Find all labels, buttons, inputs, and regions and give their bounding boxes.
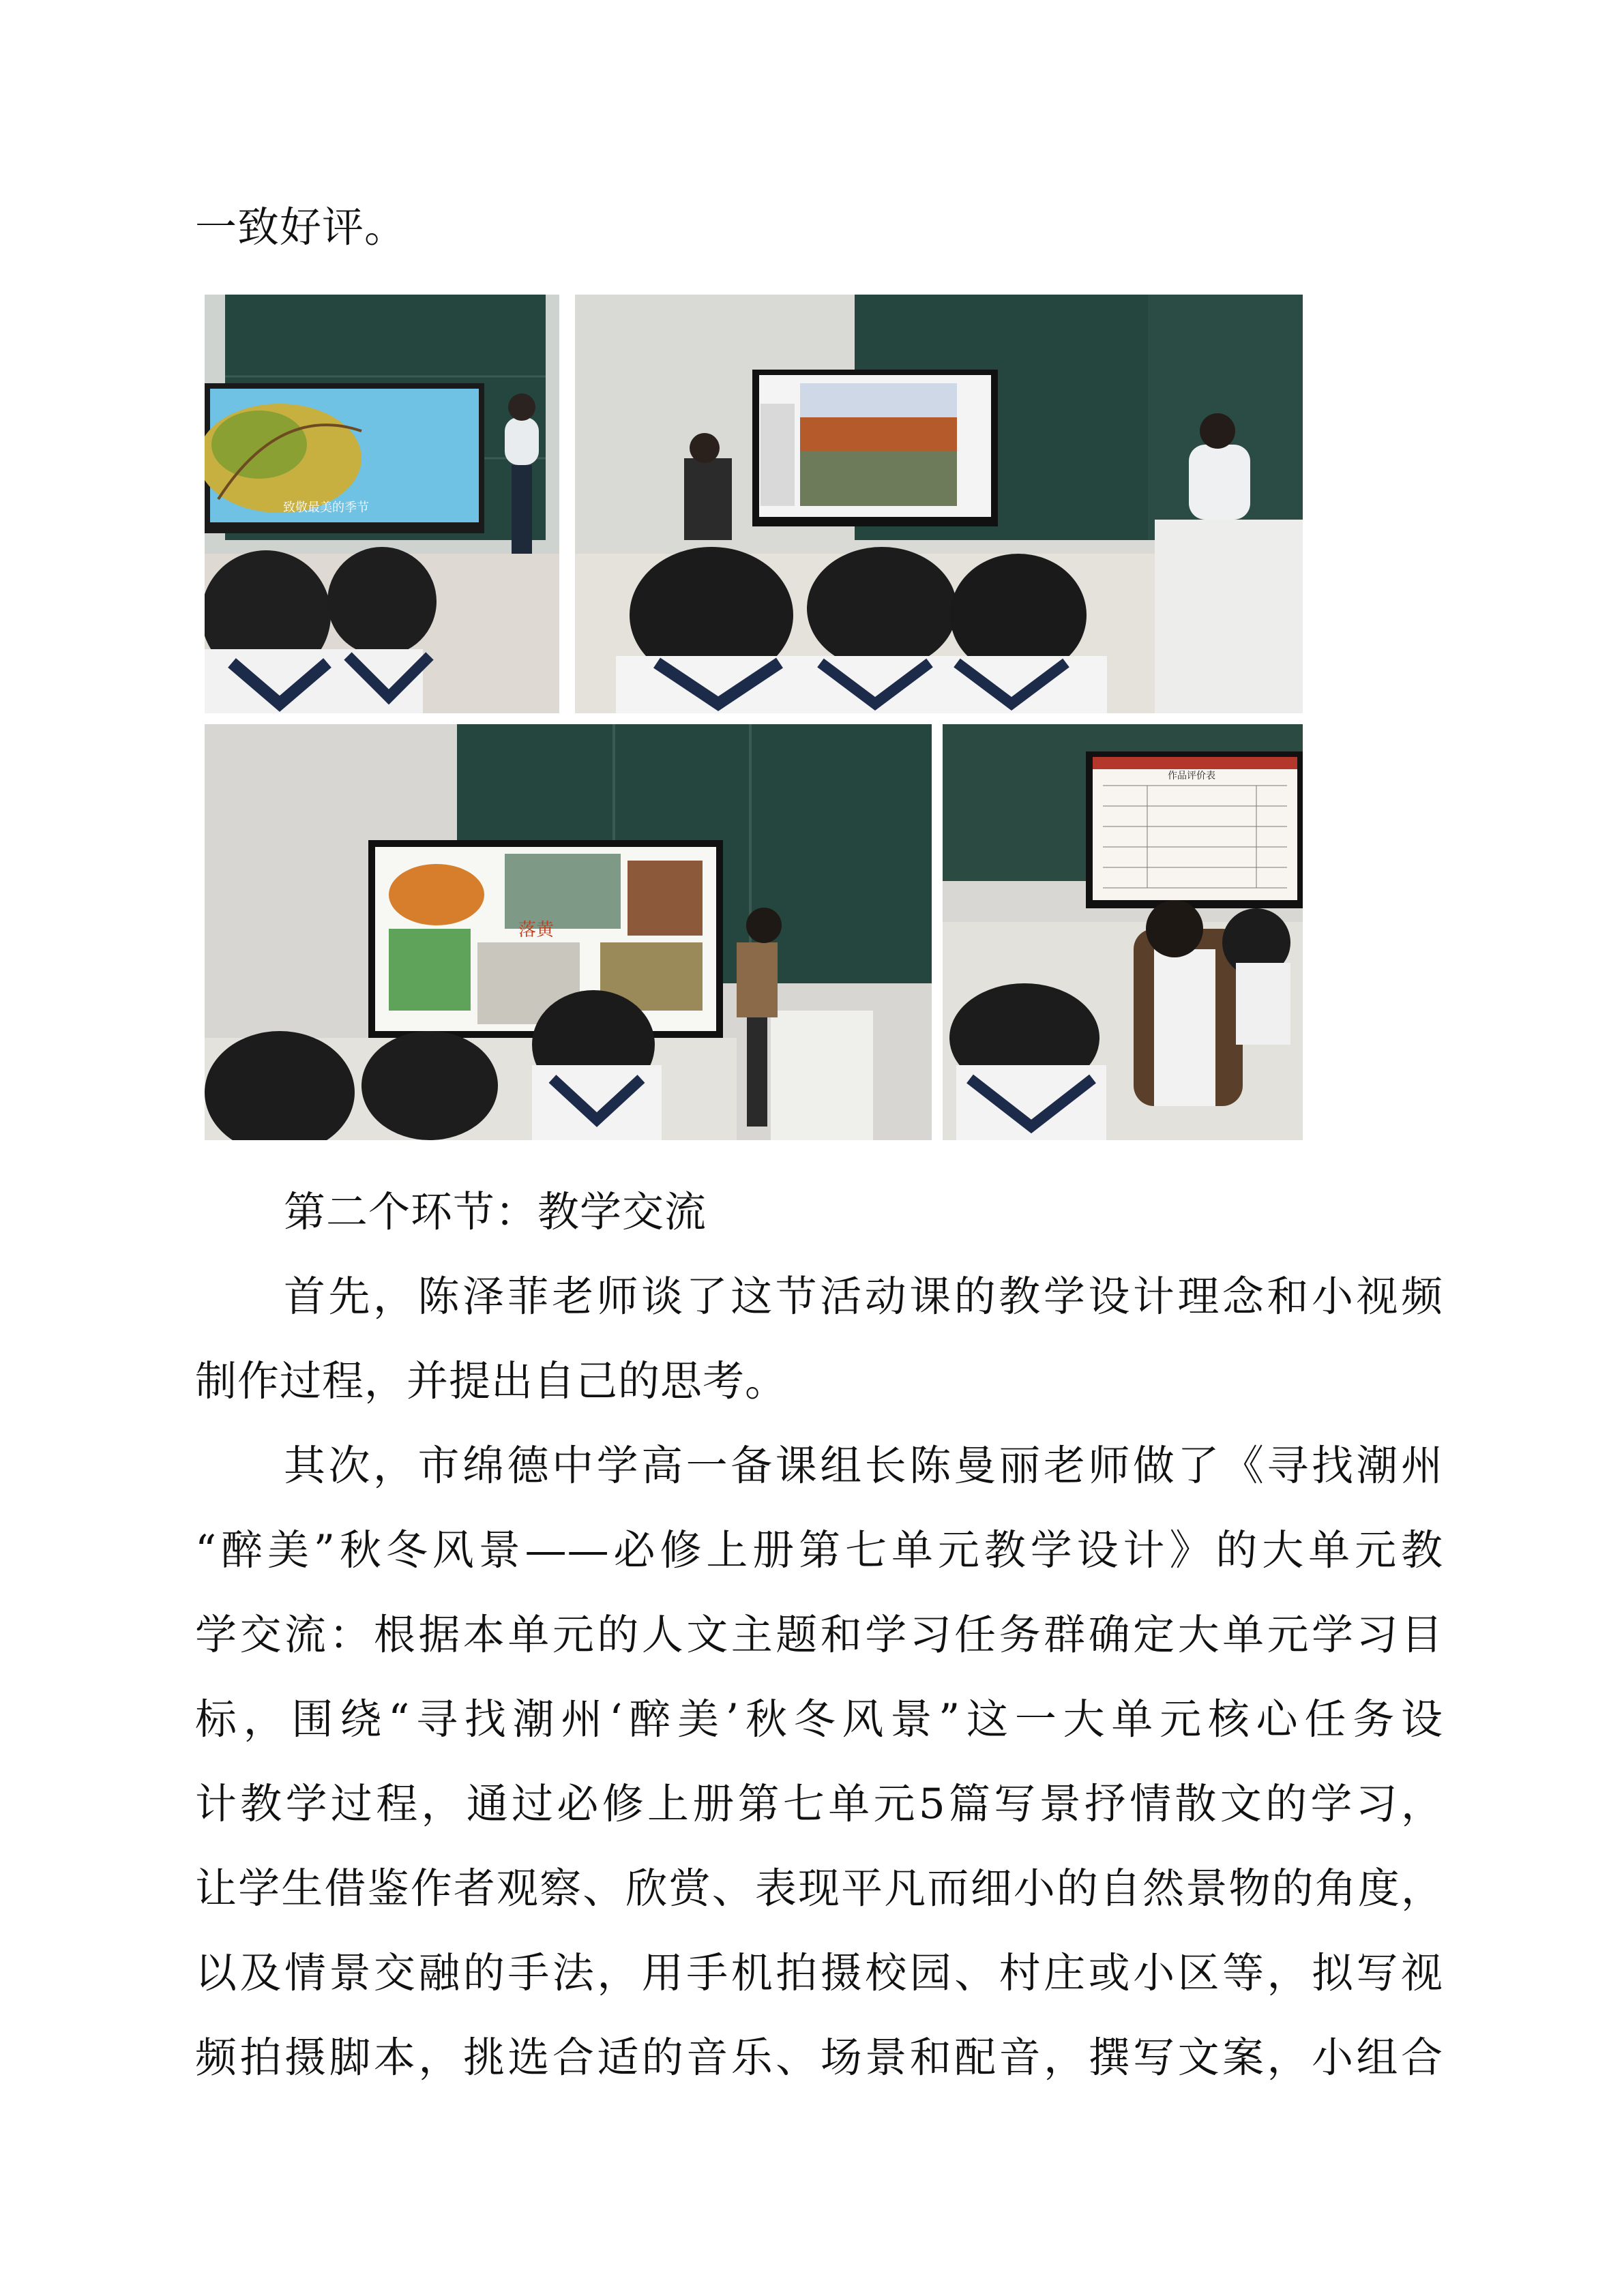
paragraph-2-line-5: 计教学过程，通过必修上册第七单元5篇写景抒情散文的学习， bbox=[195, 1780, 1443, 1828]
top-line-text: 一致好评。 bbox=[195, 203, 407, 252]
paragraph-1-line-2: 制作过程，并提出自己的思考。 bbox=[195, 1357, 788, 1405]
photo-classroom-landscape-slide bbox=[575, 295, 1303, 713]
photo-classroom-evaluation-table bbox=[943, 724, 1303, 1140]
paragraph-2-line-6: 让学生借鉴作者观察、欣赏、表现平凡而细小的自然景物的角度， bbox=[195, 1864, 1443, 1913]
paragraph-2-line-1: 其次，市绵德中学高一备课组长陈曼丽老师做了《寻找潮州 bbox=[284, 1442, 1443, 1490]
paragraph-2-line-8: 频拍摄脚本，挑选合适的音乐、场景和配音，撰写文案，小组合 bbox=[195, 2033, 1443, 2082]
paragraph-1-line-1: 首先，陈泽菲老师谈了这节活动课的教学设计理念和小视频 bbox=[284, 1272, 1443, 1321]
slide-caption: 致敬最美的季节 bbox=[283, 501, 369, 515]
slide-label: 落黄 bbox=[518, 920, 555, 940]
paragraph-2-line-4: 标，围绕“寻找潮州‘醉美’秋冬风景”这一大单元核心任务设 bbox=[195, 1695, 1443, 1744]
paragraph-2-line-3: 学交流：根据本单元的人文主题和学习任务群确定大单元学习目 bbox=[195, 1611, 1443, 1659]
table-title: 作品评价表 bbox=[1168, 771, 1215, 781]
paragraph-2-line-7: 以及情景交融的手法，用手机拍摄校园、村庄或小区等，拟写视 bbox=[195, 1949, 1443, 1997]
photo-classroom-leaf-slide bbox=[205, 295, 559, 713]
paragraph-2-line-2: “醉美”秋冬风景——必修上册第七单元教学设计》的大单元教 bbox=[195, 1526, 1443, 1575]
section-heading: 第二个环节：教学交流 bbox=[284, 1188, 707, 1236]
photo-classroom-teacher-slide bbox=[205, 724, 932, 1140]
